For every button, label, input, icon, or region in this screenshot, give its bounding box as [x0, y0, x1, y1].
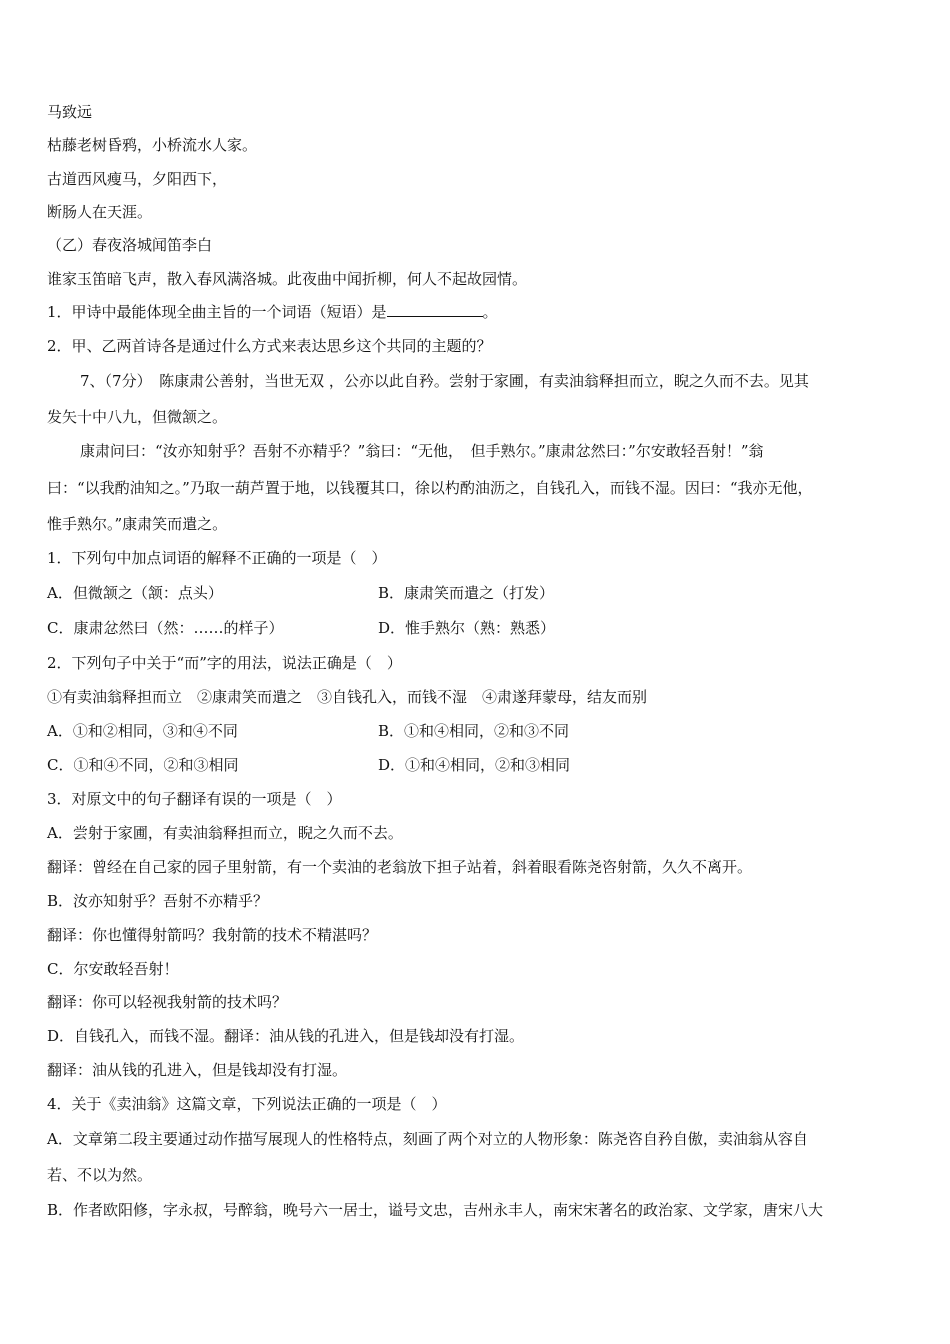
poem-jia-line: 断肠人在天涯。 — [47, 203, 153, 221]
answer-blank[interactable] — [387, 303, 483, 317]
question-1-stem: 1．下列句中加点词语的解释不正确的一项是（ ） — [47, 549, 387, 567]
passage-line: 曰：“以我酌油知之。”乃取一葫芦置于地，以钱覆其口，徐以杓酌油沥之，自钱孔入，而钱不湿。因曰：“我亦无他， — [47, 479, 813, 497]
option-a: A．①和②相同，③和④不同 — [47, 722, 238, 740]
question-2-items: ①有卖油翁释担而立 ②康肃笑而遣之 ③自钱孔入，而钱不湿 ④肃遂拜蒙母，结友而别 — [47, 688, 648, 706]
question-text: 1．甲诗中最能体现全曲主旨的一个词语（短语）是 — [47, 303, 387, 321]
passage-line: 康肃问曰：“汝亦知射乎？吾射不亦精乎？”翁曰：“无他， 但手熟尔。”康肃忿然曰：”尔安敢轻吾射！”翁 — [80, 442, 764, 460]
option-a-continued: 若、不以为然。 — [47, 1166, 153, 1184]
poem-jia-line: 枯藤老树昏鸦，小桥流水人家。 — [47, 136, 258, 154]
question-4-stem: 4．关于《卖油翁》这篇文章，下列说法正确的一项是（ ） — [47, 1095, 447, 1113]
option-d: D．①和④相同，②和③相同 — [378, 756, 571, 774]
option-c: C．康肃忿然曰（然：……的样子） — [47, 619, 284, 637]
option-a: A．文章第二段主要通过动作描写展现人的性格特点，刻画了两个对立的人物形象：陈尧咨自矜自傲，卖油翁从容自 — [47, 1130, 808, 1148]
option-c: C．①和④不同，②和③相同 — [47, 756, 239, 774]
option-d: D．自钱孔入，而钱不湿。翻译：油从钱的孔进入，但是钱却没有打湿。 — [47, 1027, 525, 1045]
option-a: A．但微颔之（颔：点头） — [47, 584, 223, 602]
passage-line: 7、（7分） 陈康肃公善射，当世无双 ，公亦以此自矜。尝射于家圃，有卖油翁释担而立，睨之久而不去。见其 — [80, 372, 809, 390]
option-b: B．康肃笑而遣之（打发） — [378, 584, 555, 602]
option-d: D．惟手熟尔（熟：熟悉） — [378, 619, 556, 637]
question-text-end: 。 — [482, 303, 498, 321]
question-3-stem: 3．对原文中的句子翻译有误的一项是（ ） — [47, 790, 342, 808]
passage-line: 惟手熟尔。”康肃笑而遣之。 — [47, 515, 228, 533]
option-b: B．①和④相同，②和③不同 — [378, 722, 570, 740]
poem-jia-title: 马致远 — [47, 103, 93, 121]
poem-question-2: 2．甲、乙两首诗各是通过什么方式来表达思乡这个共同的主题的？ — [47, 337, 492, 355]
translation: 翻译：曾经在自己家的园子里射箭，有一个卖油的老翁放下担子站着，斜着眼看陈尧咨射箭，久久不离开。 — [47, 858, 753, 876]
option-b: B．作者欧阳修，字永叔，号醉翁，晚号六一居士，谥号文忠，吉州永丰人，南宋宋著名的政治家、文学家，唐宋八大 — [47, 1201, 824, 1219]
translation: 翻译：油从钱的孔进入，但是钱却没有打湿。 — [47, 1061, 348, 1079]
poem-yi-body: 谁家玉笛暗飞声，散入春风满洛城。此夜曲中闻折柳，何人不起故园情。 — [47, 270, 528, 288]
poem-question-1 — [47, 302, 498, 322]
translation: 翻译：你也懂得射箭吗？我射箭的技术不精湛吗？ — [47, 926, 378, 944]
translation: 翻译：你可以轻视我射箭的技术吗？ — [47, 993, 288, 1011]
option-b: B．汝亦知射乎？吾射不亦精乎？ — [47, 892, 269, 910]
passage-line: 发矢十中八九，但微颔之。 — [47, 408, 228, 426]
poem-jia-line: 古道西风瘦马，夕阳西下， — [47, 170, 228, 188]
option-a: A．尝射于家圃，有卖油翁释担而立，睨之久而不去。 — [47, 824, 403, 842]
poem-yi-title: （乙）春夜洛城闻笛李白 — [47, 236, 213, 254]
question-2-stem: 2．下列句子中关于“而”字的用法，说法正确是（ ） — [47, 654, 402, 672]
option-c: C．尔安敢轻吾射！ — [47, 960, 179, 978]
